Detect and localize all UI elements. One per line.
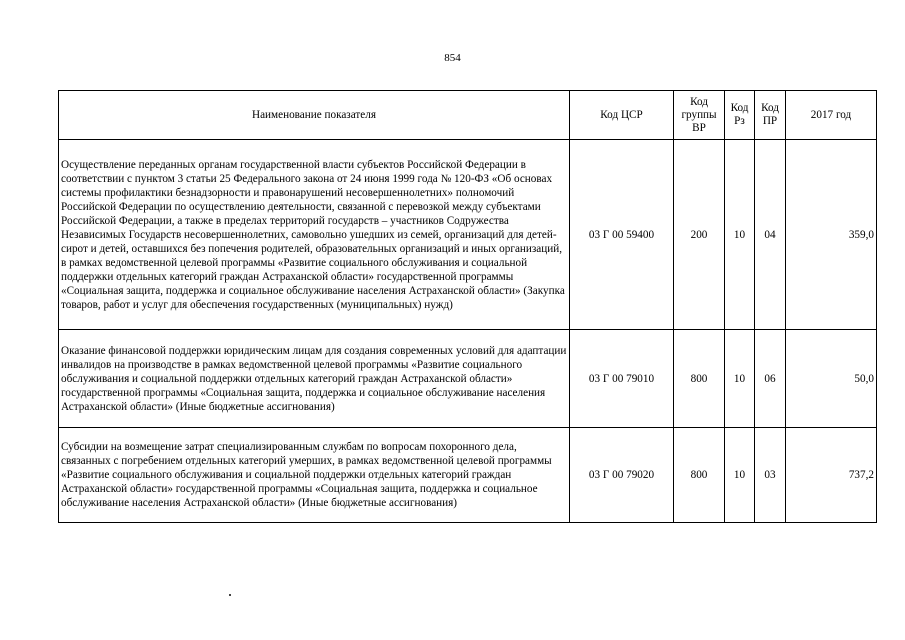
indicator-name: Субсидии на возмещение затрат специализированным службам по вопросам похоронного дела, связанных с погребением отдельных категорий умерших, в рамках ведомственной целевой программы «Развитие социального обслуживания и социальной поддержки отдельных категорий граждан Астраханской области» государственной программы «Социальная защита, поддержка и социальное обслуживание населения Астраханской области» (Иные бюджетные ассигнования) <box>59 428 570 523</box>
scan-speck <box>229 594 231 596</box>
pr-code: 06 <box>755 330 786 428</box>
csr-code: 03 Г 00 79020 <box>570 428 674 523</box>
csr-code: 03 Г 00 59400 <box>570 140 674 330</box>
header-year-2017: 2017 год <box>786 91 877 140</box>
header-pr-code: Код ПР <box>755 91 786 140</box>
vr-code: 200 <box>674 140 725 330</box>
table-row <box>59 140 877 330</box>
rz-code: 10 <box>725 330 755 428</box>
table-header-row <box>59 91 877 140</box>
header-indicator-name: Наименование показателя <box>59 91 570 140</box>
pr-code: 04 <box>755 140 786 330</box>
amount-2017: 737,2 <box>786 428 877 523</box>
rz-code: 10 <box>725 140 755 330</box>
amount-2017: 50,0 <box>786 330 877 428</box>
header-rz-code: Код Рз <box>725 91 755 140</box>
vr-code: 800 <box>674 330 725 428</box>
indicator-name: Оказание финансовой поддержки юридическим лицам для создания современных условий для адаптации инвалидов на производстве в рамках ведомственной целевой программы «Развитие социального обслуживания и социальной поддержки отдельных категорий граждан Астраханской области» государственной программы «Социальная защита, поддержка и социальное обслуживание населения Астраханской области» (Иные бюджетные ассигнования) <box>59 330 570 428</box>
header-vr-code: Код группы ВР <box>674 91 725 140</box>
indicator-name: Осуществление переданных органам государственной власти субъектов Российской Федерации в соответствии с пунктом 3 статьи 25 Федерального закона от 24 июня 1999 года № 120-ФЗ «Об основах системы профилактики безнадзорности и правонарушений несовершеннолетних» полномочий Российской Федерации по осуществлению деятельности, связанной с перевозкой между субъектами Российской Федерации, а также в пределах территорий государств – участников Содружества Независимых Государств несовершеннолетних, самовольно ушедших из семей, организаций для детей-сирот и детей, оставшихся без попечения родителей, образовательных организаций и иных организаций, в рамках ведомственной целевой программы «Развитие социального обслуживания и социальной поддержки отдельных категорий граждан Астраханской области» государственной программы «Социальная защита, поддержка и социальное обслуживание населения Астраханской области» (Закупка товаров, работ и услуг для обеспечения государственных (муниципальных) нужд) <box>59 140 570 330</box>
vr-code: 800 <box>674 428 725 523</box>
page-number: 854 <box>444 52 461 64</box>
rz-code: 10 <box>725 428 755 523</box>
table-row <box>59 428 877 523</box>
budget-table <box>58 90 877 523</box>
header-csr-code: Код ЦСР <box>570 91 674 140</box>
table-row <box>59 330 877 428</box>
csr-code: 03 Г 00 79010 <box>570 330 674 428</box>
pr-code: 03 <box>755 428 786 523</box>
amount-2017: 359,0 <box>786 140 877 330</box>
